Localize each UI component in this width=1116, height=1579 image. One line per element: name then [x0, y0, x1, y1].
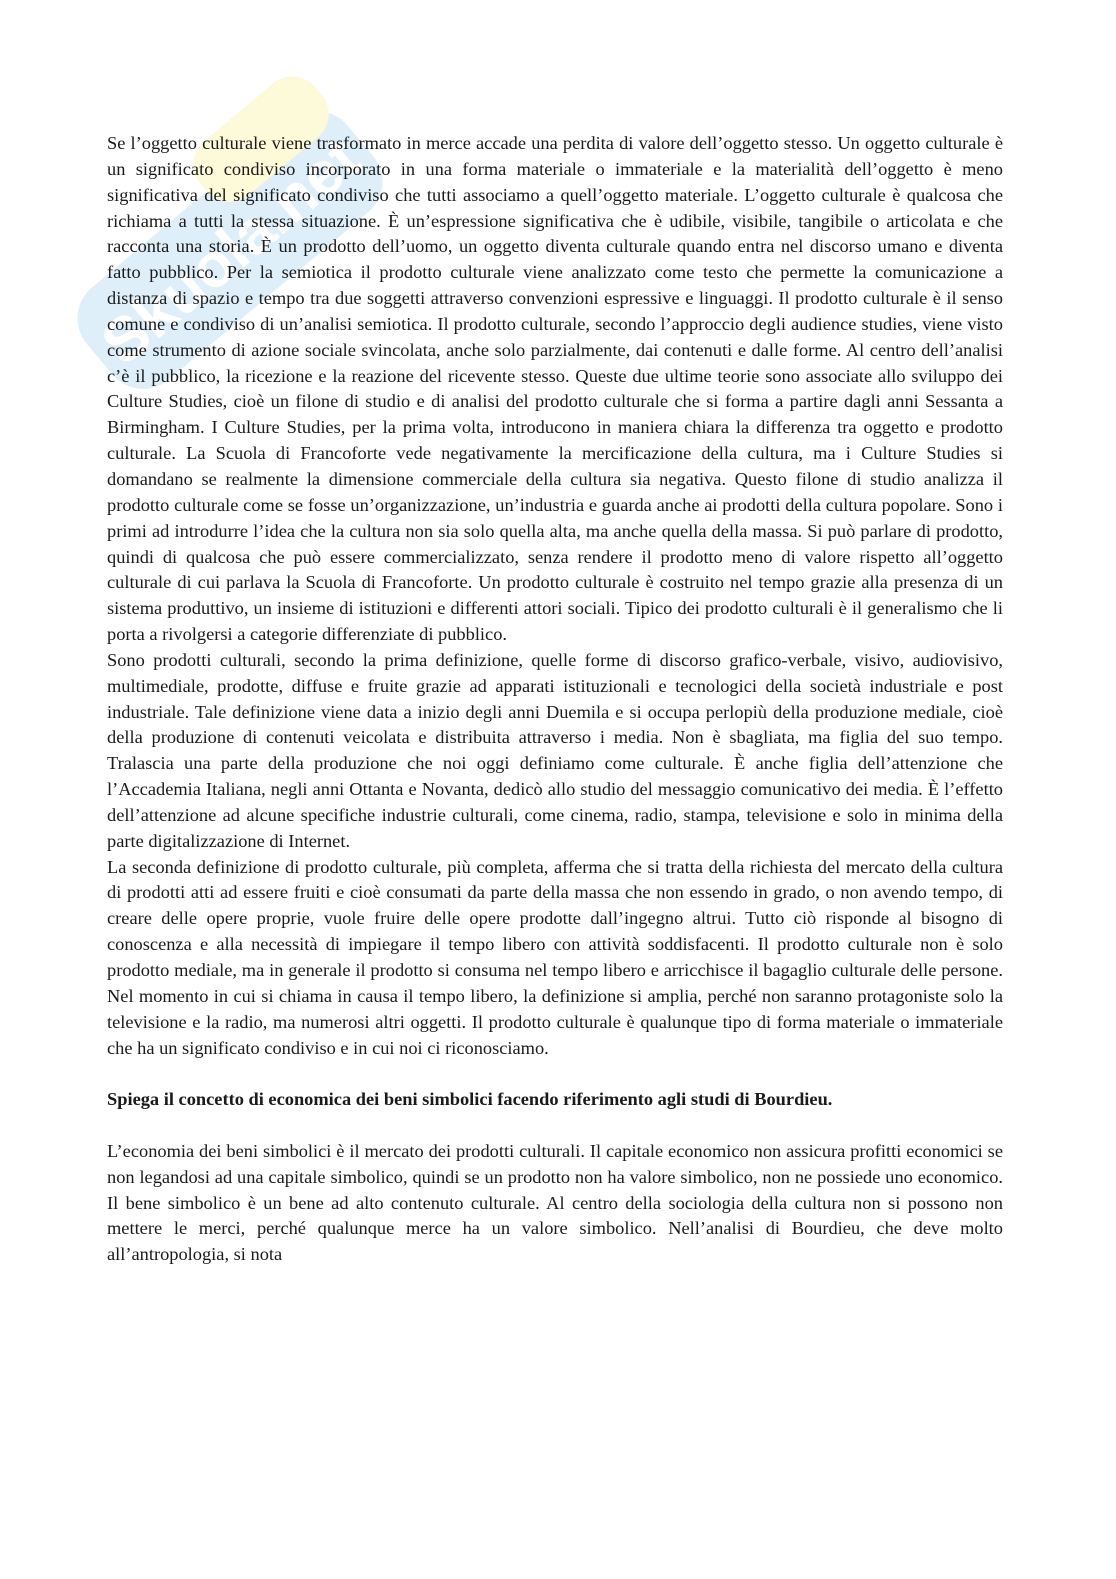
question-heading: Spiega il concetto di economica dei beni simbolici facendo riferimento agli studi di Bourdieu.	[107, 1089, 833, 1110]
answer-paragraph: L’economia dei beni simbolici è il mercato dei prodotti culturali. Il capitale economico non assicura profitti economici se non legandosi ad una capitale simbolico, quindi se un prodotto non ha valore simbolico, non ne possiede uno economico. Il bene simbolico è un bene ad alto contenuto culturale. Al centro della sociologia della cultura non si possono non mettere le merci, perché qualunque merce ha un valore simbolico. Nell’analisi di Bourdieu, che deve molto all’antropologia, si nota	[107, 1140, 1003, 1265]
document-body	[107, 131, 1003, 1268]
paragraph-2: Sono prodotti culturali, secondo la prima definizione, quelle forme di discorso grafico-verbale, visivo, audiovisivo, multimediale, prodotte, diffuse e fruite grazie ad apparati istituzionali e tecnologici della società industriale e post industriale. Tale definizione viene data a inizio degli anni Duemila e si occupa perlopiù della produzione mediale, cioè della produzione di contenuti veicolata e distribuita attraverso i media. Non è sbagliata, ma figlia del suo tempo. Tralascia una parte della produzione che noi oggi definiamo come culturale. È anche figlia dell’attenzione che l’Accademia Italiana, negli anni Ottanta e Novanta, dedicò allo studio del messaggio comunicativo dei media. È l’effetto dell’attenzione ad alcune specifiche industrie culturali, come cinema, radio, stampa, televisione e solo in minima della parte digitalizzazione di Internet.	[107, 649, 1003, 851]
paragraph-3: La seconda definizione di prodotto culturale, più completa, afferma che si tratta della richiesta del mercato della cultura di prodotti atti ad essere fruiti e cioè consumati da parte della massa che non essendo in grado, o non avendo tempo, di creare delle opere proprie, vuole fruire delle opere prodotte dall’ingegno altrui. Tutto ciò risponde al bisogno di conoscenza e alla necessità di impiegare il tempo libero con attività soddisfacenti. Il prodotto culturale non è solo prodotto mediale, ma in generale il prodotto si consuma nel tempo libero e arricchisce il bagaglio culturale delle persone. Nel momento in cui si chiama in causa il tempo libero, la definizione si amplia, perché non saranno protagoniste solo la televisione e la radio, ma numerosi altri oggetti. Il prodotto culturale è qualunque tipo di forma materiale o immateriale che ha un significato condiviso e in cui noi ci riconosciamo.	[107, 856, 1003, 1058]
watermark-brand-text: Skuola.net	[88, 123, 374, 379]
paragraph-1: Se l’oggetto culturale viene trasformato in merce accade una perdita di valore dell’oggetto stesso. Un oggetto culturale è un significato condiviso incorporato in una forma materiale o immateriale e la materialità dell’oggetto è meno significativa del significato condiviso che tutti associamo a quell’oggetto materiale. L’oggetto culturale è qualcosa che richiama a tutti la stessa situazione. È un’espressione significativa che è udibile, visibile, tangibile o articolata e che racconta una storia. È un prodotto dell’uomo, un oggetto diventa culturale quando entra nel discorso umano e diventa fatto pubblico. Per la semiotica il prodotto culturale viene analizzato come testo che permette la comunicazione a distanza di spazio e tempo tra due soggetti attraverso convenzioni espressive e linguaggi. Il prodotto culturale è il senso comune e condiviso di un’analisi semiotica. Il prodotto culturale, secondo l’approccio degli audience studies, viene visto come strumento di azione sociale svincolata, anche solo parzialmente, dai contenuti e dalle forme. Al centro dell’analisi c’è il pubblico, la ricezione e la reazione del ricevente stesso. Queste due ultime teorie sono associate allo sviluppo dei Culture Studies, cioè un filone di studio e di analisi del prodotto culturale che si forma a partire dagli anni Sessanta a Birmingham. I Culture Studies, per la prima volta, introducono in maniera chiara la differenza tra oggetto e prodotto culturale. La Scuola di Francoforte vede negativamente la mercificazione della cultura, ma i Culture Studies si domandano se realmente la dimensione commerciale della cultura sia negativa. Questo filone di studio analizza il prodotto culturale come se fosse un’organizzazione, un’industria e guarda anche ai prodotti della cultura popolare. Sono i primi ad introdurre l’idea che la cultura non sia solo quella alta, ma anche quella della massa. Si può parlare di prodotto, quindi di qualcosa che può essere commercializzato, senza rendere il prodotto meno di valore rispetto all’oggetto culturale di cui parlava la Scuola di Francoforte. Un prodotto culturale è costruito nel tempo grazie alla presenza di un sistema produttivo, un insieme di istituzioni e differenti attori sociali. Tipico dei prodotto culturali è il generalismo che li porta a rivolgersi a categorie differenziate di pubblico.	[107, 133, 1003, 645]
